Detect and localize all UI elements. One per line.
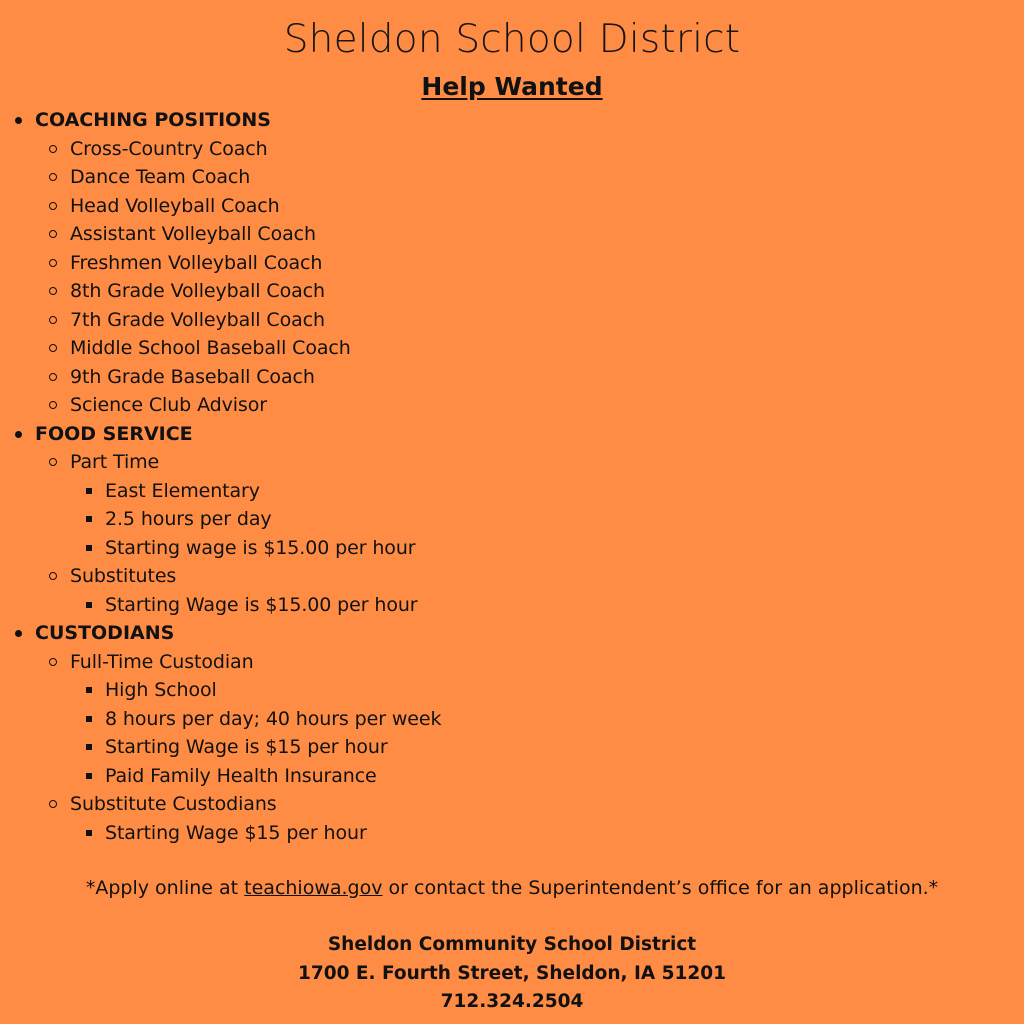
list-item-label: Head Volleyball Coach xyxy=(70,194,280,217)
footer-address: 1700 E. Fourth Street, Sheldon, IA 51201 xyxy=(297,962,727,984)
circle-bullet-icon xyxy=(49,373,57,381)
disc-bullet-icon xyxy=(15,431,22,438)
list-item-label: Part Time xyxy=(70,451,160,473)
circle-bullet-icon xyxy=(49,202,57,210)
list-detail xyxy=(0,505,1024,534)
list-item-label: Science Club Advisor xyxy=(70,394,267,416)
circle-bullet-icon xyxy=(49,259,57,267)
list-item xyxy=(0,306,1024,335)
list-item xyxy=(0,648,1024,677)
list-item xyxy=(0,163,1024,192)
circle-bullet-icon xyxy=(49,572,57,580)
list-item xyxy=(0,790,1024,819)
list-detail xyxy=(0,534,1024,563)
list-detail xyxy=(0,705,1024,734)
list-detail-label: High School xyxy=(105,679,217,701)
list-detail xyxy=(0,591,1024,620)
list-item-label: Substitute Custodians xyxy=(70,793,277,815)
footer-org: Sheldon Community School District xyxy=(327,934,697,955)
section-heading-label: FOOD SERVICE xyxy=(35,422,193,445)
list-item-label: Full-Time Custodian xyxy=(70,650,254,673)
section-heading xyxy=(0,420,1024,449)
square-bullet-icon xyxy=(86,488,92,494)
list-item xyxy=(0,391,1024,420)
list-detail xyxy=(0,762,1024,791)
square-bullet-icon xyxy=(86,830,92,836)
page-subtitle: Help Wanted xyxy=(421,72,603,101)
list-detail-label: 2.5 hours per day xyxy=(105,508,272,530)
apply-prefix: *Apply online at xyxy=(85,877,245,899)
list-item xyxy=(0,277,1024,306)
list-detail xyxy=(0,733,1024,762)
section-heading-label: COACHING POSITIONS xyxy=(35,109,271,131)
list-item xyxy=(0,363,1024,392)
list-detail xyxy=(0,477,1024,506)
list-item-label: Cross-Country Coach xyxy=(70,137,268,160)
list-item-label: 7th Grade Volleyball Coach xyxy=(70,308,325,331)
list-detail-label: Starting Wage is $15.00 per hour xyxy=(105,593,418,616)
section-heading-label: CUSTODIANS xyxy=(35,622,175,644)
list-item xyxy=(0,220,1024,249)
square-bullet-icon xyxy=(86,744,92,750)
list-detail-label: 8 hours per day; 40 hours per week xyxy=(105,707,442,730)
circle-bullet-icon xyxy=(49,316,57,324)
circle-bullet-icon xyxy=(49,458,57,466)
list-detail-label: East Elementary xyxy=(105,479,260,502)
page-title: Sheldon School District xyxy=(283,17,741,62)
list-item-label: Assistant Volleyball Coach xyxy=(70,223,316,245)
circle-bullet-icon xyxy=(49,173,57,181)
square-bullet-icon xyxy=(86,602,92,608)
contact-footer xyxy=(0,931,1024,1017)
section-heading xyxy=(0,106,1024,135)
circle-bullet-icon xyxy=(49,800,57,808)
disc-bullet-icon xyxy=(15,630,22,637)
list-detail-label: Starting Wage is $15 per hour xyxy=(105,736,388,758)
footer-phone: 712.324.2504 xyxy=(440,991,584,1012)
apply-suffix: or contact the Superintendent’s office for an application.* xyxy=(382,877,939,899)
list-item xyxy=(0,448,1024,477)
square-bullet-icon xyxy=(86,545,92,551)
list-item-label: Middle School Baseball Coach xyxy=(70,337,351,359)
circle-bullet-icon xyxy=(49,145,57,153)
list-item xyxy=(0,562,1024,591)
circle-bullet-icon xyxy=(49,658,57,666)
list-detail-label: Starting wage is $15.00 per hour xyxy=(105,536,416,559)
square-bullet-icon xyxy=(86,687,92,693)
circle-bullet-icon xyxy=(49,287,57,295)
circle-bullet-icon xyxy=(49,344,57,352)
list-item-label: 9th Grade Baseball Coach xyxy=(70,365,315,388)
list-detail xyxy=(0,819,1024,848)
list-detail xyxy=(0,676,1024,705)
list-item-label: Substitutes xyxy=(70,565,177,587)
apply-note xyxy=(0,873,1024,903)
list-item-label: Dance Team Coach xyxy=(70,166,251,188)
positions-list xyxy=(0,106,1024,847)
disc-bullet-icon xyxy=(15,117,22,124)
list-item xyxy=(0,249,1024,278)
section-heading xyxy=(0,619,1024,648)
circle-bullet-icon xyxy=(49,401,57,409)
list-detail-label: Starting Wage $15 per hour xyxy=(105,821,367,844)
list-item-label: Freshmen Volleyball Coach xyxy=(70,251,323,274)
square-bullet-icon xyxy=(86,516,92,522)
list-detail-label: Paid Family Health Insurance xyxy=(105,764,377,787)
square-bullet-icon xyxy=(86,773,92,779)
list-item xyxy=(0,334,1024,363)
apply-link[interactable]: teachiowa.gov xyxy=(244,877,383,899)
list-item xyxy=(0,192,1024,221)
list-item-label: 8th Grade Volleyball Coach xyxy=(70,280,325,302)
list-item xyxy=(0,135,1024,164)
square-bullet-icon xyxy=(86,716,92,722)
circle-bullet-icon xyxy=(49,230,57,238)
